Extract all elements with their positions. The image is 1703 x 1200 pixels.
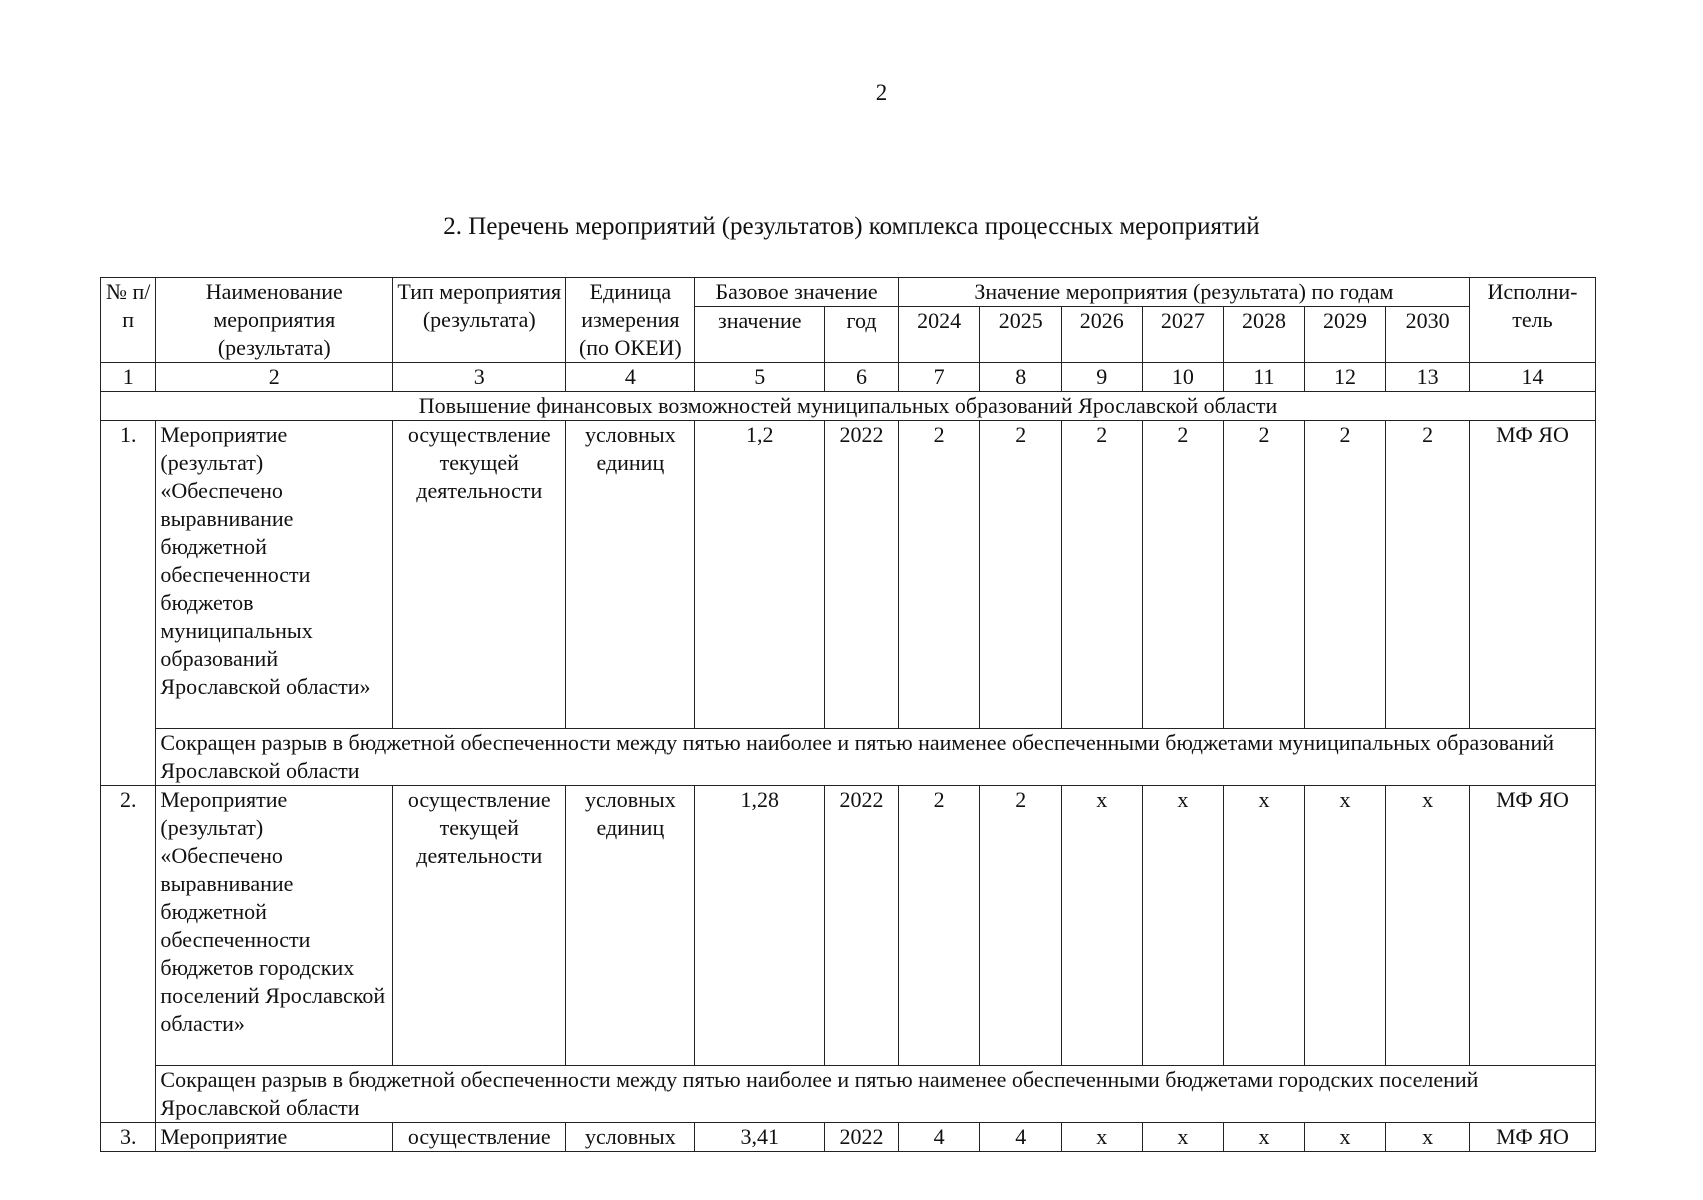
table-row-description — [101, 729, 1596, 786]
header-base-value: значение — [695, 307, 825, 363]
item-name: Мероприятие (результат) «Обеспечено выравнивание бюджетной обеспеченности бюджетов городских поселений Ярославской области» — [156, 786, 393, 1066]
item-year-value: 2 — [1224, 421, 1305, 729]
table-row — [101, 421, 1596, 729]
column-number: 4 — [566, 363, 695, 392]
item-year-value: 2 — [1386, 421, 1470, 729]
table-row-description — [101, 1066, 1596, 1123]
item-year-value: х — [1061, 786, 1142, 1066]
item-name: Мероприятие — [156, 1123, 393, 1152]
section-title: Повышение финансовых возможностей муниципальных образований Ярославской области — [101, 392, 1596, 421]
item-year-value: 4 — [898, 1123, 980, 1152]
item-year-value: 2 — [980, 421, 1062, 729]
header-base: Базовое значение — [695, 278, 898, 307]
item-year-value: 2 — [898, 786, 980, 1066]
item-description: Сокращен разрыв в бюджетной обеспеченности между пятью наиболее и пятью наименее обеспеченными бюджетами городских поселений Ярославской области — [156, 1066, 1596, 1123]
item-year-value: 4 — [980, 1123, 1062, 1152]
column-number: 14 — [1469, 363, 1595, 392]
item-executor: МФ ЯО — [1469, 786, 1595, 1066]
item-type: осуществление текущей деятельности — [393, 786, 566, 1066]
header-unit: Единица измерения (по ОКЕИ) — [566, 278, 695, 363]
item-type: осуществление текущей деятельности — [393, 421, 566, 729]
table-row — [101, 1123, 1596, 1152]
item-unit: условных единиц — [566, 786, 695, 1066]
header-type: Тип мероприятия (результата) — [393, 278, 566, 363]
column-number: 6 — [825, 363, 899, 392]
header-years-group: Значение мероприятия (результата) по годам — [898, 278, 1469, 307]
item-year-value: х — [1304, 1123, 1386, 1152]
item-description: Сокращен разрыв в бюджетной обеспеченности между пятью наиболее и пятью наименее обеспеченными бюджетами муниципальных образований Ярославской области — [156, 729, 1596, 786]
header-executor: Исполни-тель — [1469, 278, 1595, 363]
column-number: 3 — [393, 363, 566, 392]
page-number: 2 — [875, 80, 888, 105]
item-year-value: 2 — [898, 421, 980, 729]
document-title: 2. Перечень мероприятий (результатов) комплекса процессных мероприятий — [443, 213, 1260, 240]
header-year: 2027 — [1142, 307, 1224, 363]
column-number: 11 — [1224, 363, 1305, 392]
item-year-value: х — [1386, 1123, 1470, 1152]
table-row — [101, 786, 1596, 1066]
column-number: 5 — [695, 363, 825, 392]
header-base-year: год — [825, 307, 899, 363]
item-base-value: 1,2 — [695, 421, 825, 729]
column-number: 8 — [980, 363, 1062, 392]
section-row — [101, 392, 1596, 421]
header-year: 2029 — [1304, 307, 1386, 363]
header-year: 2026 — [1061, 307, 1142, 363]
item-year-value: х — [1142, 786, 1224, 1066]
header-year: 2024 — [898, 307, 980, 363]
measures-table — [100, 277, 1596, 1152]
column-number: 12 — [1304, 363, 1386, 392]
item-base-year: 2022 — [825, 421, 899, 729]
column-number: 2 — [156, 363, 393, 392]
item-year-value: 2 — [980, 786, 1062, 1066]
item-executor: МФ ЯО — [1469, 1123, 1595, 1152]
column-number: 7 — [898, 363, 980, 392]
item-base-value: 3,41 — [695, 1123, 825, 1152]
item-executor: МФ ЯО — [1469, 421, 1595, 729]
item-year-value: х — [1224, 786, 1305, 1066]
item-year-value: 2 — [1142, 421, 1224, 729]
item-number: 2. — [101, 786, 156, 1123]
item-number: 1. — [101, 421, 156, 786]
header-num: № п/п — [101, 278, 156, 363]
item-base-year: 2022 — [825, 1123, 899, 1152]
item-unit: условных — [566, 1123, 695, 1152]
column-number: 10 — [1142, 363, 1224, 392]
item-number: 3. — [101, 1123, 156, 1152]
item-year-value: х — [1224, 1123, 1305, 1152]
column-number: 13 — [1386, 363, 1470, 392]
column-number: 9 — [1061, 363, 1142, 392]
item-year-value: х — [1142, 1123, 1224, 1152]
header-year: 2025 — [980, 307, 1062, 363]
header-name: Наименование мероприятия (результата) — [156, 278, 393, 363]
column-number-row — [101, 363, 1596, 392]
item-unit: условных единиц — [566, 421, 695, 729]
item-year-value: х — [1304, 786, 1386, 1066]
item-year-value: х — [1386, 786, 1470, 1066]
item-year-value: 2 — [1304, 421, 1386, 729]
item-base-value: 1,28 — [695, 786, 825, 1066]
header-row-1 — [101, 278, 1596, 307]
column-number: 1 — [101, 363, 156, 392]
item-name: Мероприятие (результат) «Обеспечено выравнивание бюджетной обеспеченности бюджетов муниципальных образований Ярославской области» — [156, 421, 393, 729]
header-year: 2028 — [1224, 307, 1305, 363]
item-year-value: х — [1061, 1123, 1142, 1152]
header-year: 2030 — [1386, 307, 1470, 363]
item-year-value: 2 — [1061, 421, 1142, 729]
item-type: осуществление — [393, 1123, 566, 1152]
item-base-year: 2022 — [825, 786, 899, 1066]
